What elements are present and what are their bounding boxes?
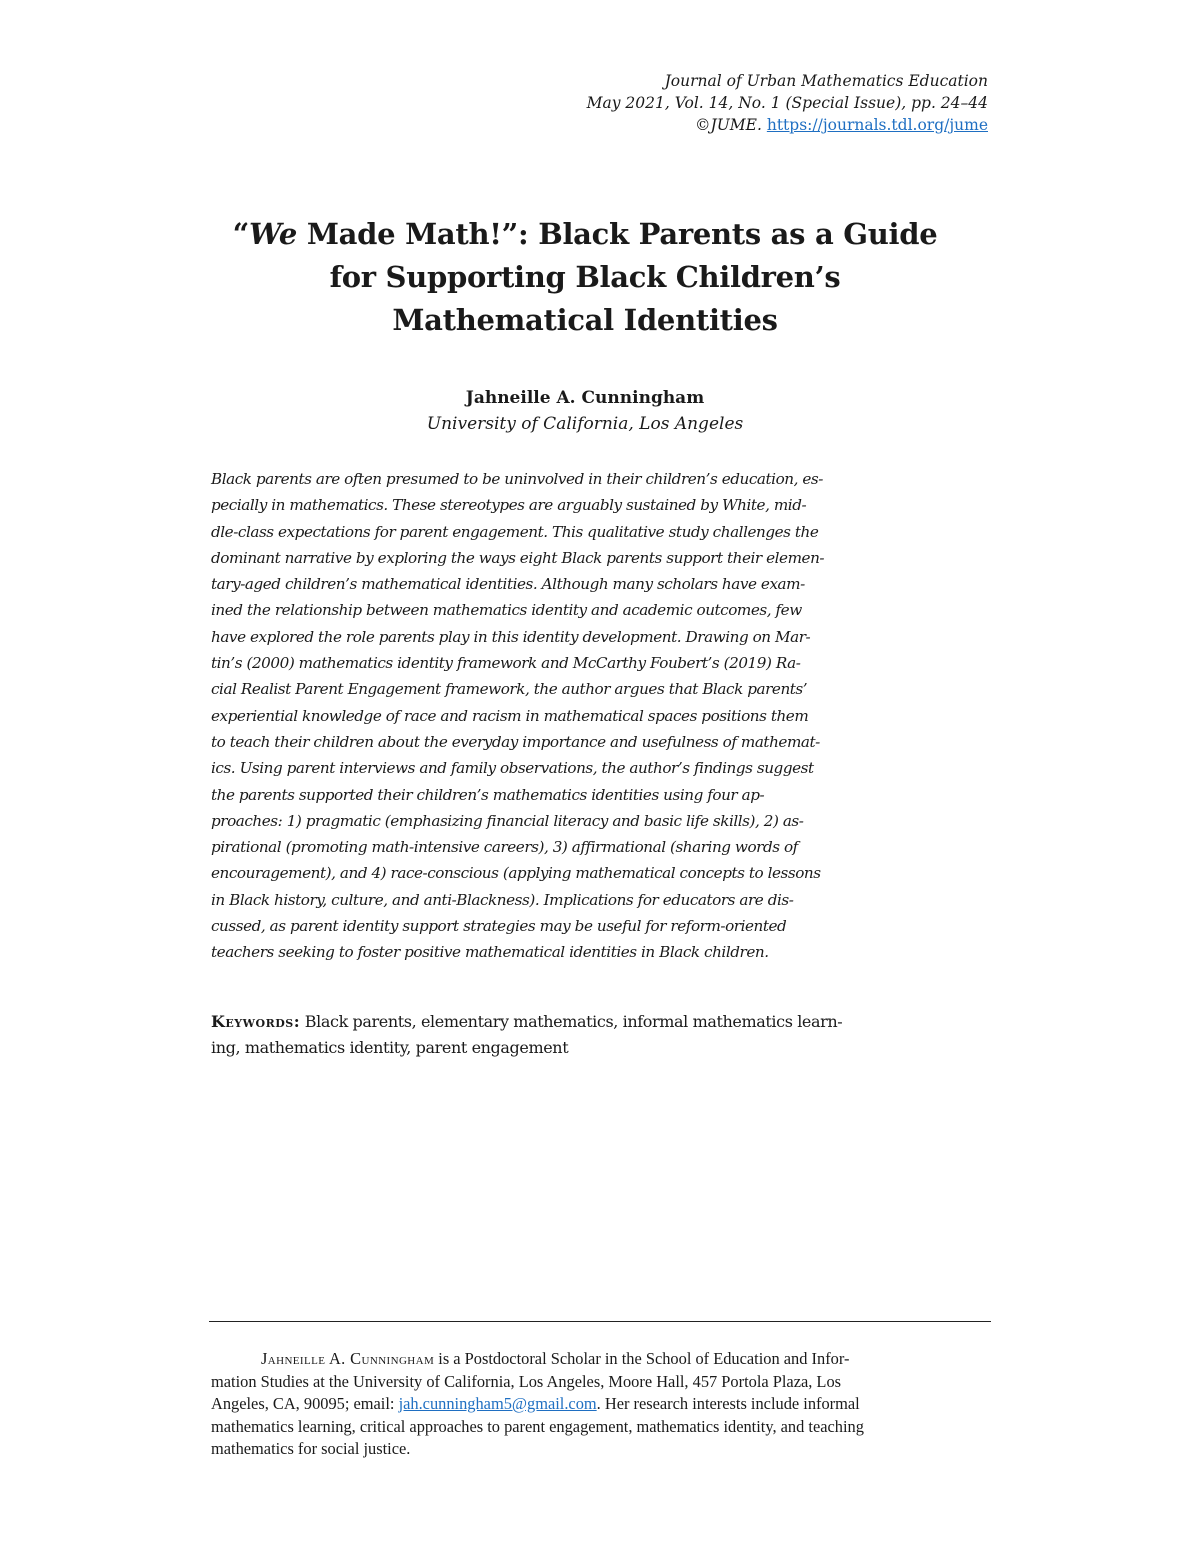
journal-header xyxy=(388,70,988,136)
keywords-line-1 xyxy=(211,1009,991,1035)
title-line-1 xyxy=(180,213,990,256)
abstract-line: tary-aged children’s mathematical identities. Although many scholars have exam- xyxy=(211,575,805,594)
abstract-line: ics. Using parent interviews and family observations, the author’s findings suggest xyxy=(211,759,814,778)
journal-url-link[interactable]: https://journals.tdl.org/jume xyxy=(766,116,988,134)
abstract-line: in Black history, culture, and anti-Blackness). Implications for educators are dis- xyxy=(211,890,794,909)
keywords-label: Keywords: xyxy=(211,1012,301,1031)
footnote-line-3-post: . Her research interests include informal xyxy=(596,1394,860,1413)
abstract-line: cussed, as parent identity support strategies may be useful for reform-oriented xyxy=(211,917,787,936)
abstract-line: teachers seeking to foster positive mathematical identities in Black children. xyxy=(211,943,769,962)
title-line-2: for Supporting Black Children’s xyxy=(329,260,841,294)
footnote-line-1-rest: is a Postdoctoral Scholar in the School of Education and Infor- xyxy=(434,1349,850,1368)
abstract-line: to teach their children about the everyday importance and usefulness of mathemat- xyxy=(211,732,820,751)
abstract-line: pirational (promoting math-intensive careers), 3) affirmational (sharing words of xyxy=(211,838,798,857)
copyright-text: ©JUME. xyxy=(695,116,762,134)
title-line-3: Mathematical Identities xyxy=(392,303,778,337)
abstract-line: proaches: 1) pragmatic (emphasizing financial literacy and basic life skills), 2) as- xyxy=(211,811,804,830)
footnote-line-4: mathematics learning, critical approaches to parent engagement, mathematics identity, and teaching xyxy=(211,1416,864,1436)
abstract-line: cial Realist Parent Engagement framework, the author argues that Black parents’ xyxy=(211,680,808,699)
abstract-line: have explored the role parents play in this identity development. Drawing on Mar- xyxy=(211,627,811,646)
footnote-line-5: mathematics for social justice. xyxy=(211,1439,411,1458)
title-emphasis: We xyxy=(249,217,298,251)
footnote-line-2: mation Studies at the University of California, Los Angeles, Moore Hall, 457 Portola Plaza, Los xyxy=(211,1371,842,1391)
title-open-quote: “ xyxy=(232,217,249,251)
footnote-divider xyxy=(209,1321,991,1322)
abstract-line: tin’s (2000) mathematics identity framework and McCarthy Foubert’s (2019) Ra- xyxy=(211,654,801,673)
abstract-line: encouragement), and 4) race-conscious (applying mathematical concepts to lessons xyxy=(211,864,821,883)
abstract-line: experiential knowledge of race and racism in mathematical spaces positions them xyxy=(211,706,809,725)
author-email-link[interactable]: jah.cunningham5@gmail.com xyxy=(398,1394,597,1413)
author-affiliation: University of California, Los Angeles xyxy=(426,414,744,434)
title-line-1-rest: Made Math!”: Black Parents as a Guide xyxy=(297,217,938,251)
keywords-text-1: Black parents, elementary mathematics, informal mathematics learn- xyxy=(304,1012,843,1031)
footnote-line-3 xyxy=(211,1393,991,1416)
abstract-line: the parents supported their children’s mathematics identities using four ap- xyxy=(211,785,765,804)
keywords-line-2: ing, mathematics identity, parent engagement xyxy=(211,1038,569,1057)
abstract-line: dle-class expectations for parent engagement. This qualitative study challenges the xyxy=(211,522,819,541)
issue-info: May 2021, Vol. 14, No. 1 (Special Issue), pp. 24–44 xyxy=(586,94,988,112)
paper-title xyxy=(180,213,990,342)
abstract-line: ined the relationship between mathematics identity and academic outcomes, few xyxy=(211,601,802,620)
abstract xyxy=(211,466,991,966)
copyright-line xyxy=(388,114,988,136)
keywords xyxy=(211,1009,991,1061)
abstract-line: Black parents are often presumed to be uninvolved in their children’s education, es- xyxy=(211,470,823,488)
author-name: Jahneille A. Cunningham xyxy=(465,388,705,408)
author-bio-footnote xyxy=(211,1348,991,1461)
abstract-line: dominant narrative by exploring the ways eight Black parents support their elemen- xyxy=(211,548,825,567)
footnote-line-3-pre: Angeles, CA, 90095; email: xyxy=(211,1394,399,1413)
footnote-author-name: Jahneille A. Cunningham xyxy=(261,1349,435,1368)
footnote-line-1 xyxy=(211,1348,991,1371)
journal-name: Journal of Urban Mathematics Education xyxy=(664,72,988,90)
abstract-line: pecially in mathematics. These stereotypes are arguably sustained by White, mid- xyxy=(211,496,807,515)
